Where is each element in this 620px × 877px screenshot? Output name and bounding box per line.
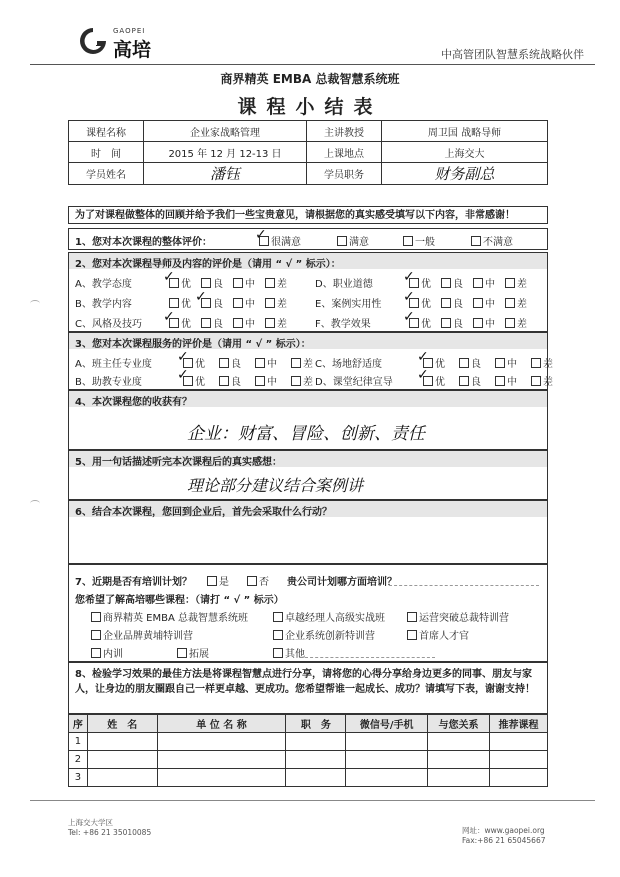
q2-item-label: F、教学效果 [315,319,371,330]
tagline: 中高管团队智慧系统战略伙伴 [441,48,584,61]
referral-cell[interactable] [346,733,428,751]
q2-item-label: B、教学内容 [75,299,132,310]
q8-text: 8、检验学习效果的最佳方法是将课程智慧点进行分享，请将您的心得分享给身边更多的同事、朋友与家人，让身边的朋友圈跟自己一样更卓越、更成功。您希望帮谁一起成长、成功？请填写下表，谢谢支持！ [75,669,535,695]
footer-tel: Tel: +86 21 35010085 [68,828,152,837]
checkbox[interactable] [265,298,275,308]
q3-rating-option[interactable] [287,355,313,370]
checkbox[interactable] [441,318,451,328]
q3-rating-option[interactable] [455,355,481,370]
q3-rating-option[interactable] [455,373,481,388]
referral-column-header: 与您关系 [428,715,490,733]
rating-label: 中 [267,377,277,388]
rating-label: 差 [517,319,527,330]
q3-rating-option[interactable] [491,373,517,388]
q3-item-label: C、场地舒适度 [315,359,382,370]
footer-rule [30,800,595,801]
referral-cell[interactable] [87,751,157,769]
q2-rating-option[interactable] [501,295,527,310]
course-label: 拓展 [189,649,209,660]
checkbox[interactable] [291,358,301,368]
checkbox[interactable] [169,298,179,308]
checkbox[interactable] [441,298,451,308]
referral-cell[interactable] [286,733,346,751]
q2-rating-option[interactable] [229,315,255,330]
check-mark-icon: ✓ [177,349,189,365]
header-rule [30,64,595,65]
course-label: 企业系统创新特训营 [285,631,375,642]
referral-cell[interactable] [346,751,428,769]
time-label: 时 间 [69,142,144,163]
q5-section [68,450,548,500]
page-title: 课程小结表 [237,96,383,118]
q3-section [68,332,553,390]
checkbox[interactable] [91,648,101,658]
rating-label: 差 [277,319,287,330]
footer-campus: 上海交大学区 [68,818,113,827]
course-label: 卓越经理人高级实战班 [285,613,385,624]
checkbox[interactable] [247,576,257,586]
q3-rating-option[interactable] [215,373,241,388]
footer-fax: Fax:+86 21 65045667 [462,836,546,845]
q2-rating-option[interactable] [437,275,463,290]
student-position-label: 学员职务 [307,163,382,185]
checkbox[interactable] [201,318,211,328]
checkbox[interactable] [291,376,301,386]
rating-label: 差 [277,279,287,290]
rating-label: 差 [303,359,313,370]
referral-column-header: 姓 名 [87,715,157,733]
checkbox[interactable] [473,278,483,288]
checkbox[interactable] [505,318,515,328]
checkbox[interactable] [273,612,283,622]
q7-plan-question: 贵公司计划哪方面培训？ [287,577,397,588]
referral-cell[interactable] [87,769,157,787]
rating-label: 优 [195,377,205,388]
rating-label: 良 [453,279,463,290]
checkbox[interactable] [207,576,217,586]
course-info-table [68,120,548,185]
q6-section [68,500,548,564]
rating-label: 优 [421,279,431,290]
q3-rating-option[interactable] [251,355,277,370]
logo-chinese: 高培 [113,39,152,61]
q2-rating-option[interactable] [229,275,255,290]
checkbox[interactable] [531,358,541,368]
q3-rating-option[interactable] [287,373,313,388]
footer-website[interactable]: 网址：www.gaopei.org [462,826,545,835]
referral-cell[interactable] [286,751,346,769]
rating-label: 差 [517,299,527,310]
scan-mark [30,300,40,307]
q3-item-label: B、助教专业度 [75,377,142,388]
time-value[interactable]: 2015 年 12 月 12-13 日 [144,142,307,163]
q5-answer[interactable]: 理论部分建议结合案例讲 [187,476,364,495]
course-option[interactable] [269,627,375,642]
q1-option-satisfied[interactable]: 满意 [333,233,369,248]
rating-label: 良 [471,377,481,388]
rating-label: 优 [421,299,431,310]
q6-label: 6、结合本次课程，您回到企业后，首先会采取什么行动？ [75,507,332,518]
checkbox[interactable] [255,376,265,386]
q2-item-label: C、风格及技巧 [75,319,142,330]
logo-mark-icon [76,26,110,56]
q2-label: 2、您对本次课程导师及内容的评价是（请用 “ √ ” 标示）： [75,259,341,270]
check-mark-icon: ✓ [163,269,175,285]
course-option[interactable] [87,609,248,624]
logo-latin: GAOPEI [113,27,146,35]
rating-label: 中 [507,359,517,370]
checkbox[interactable] [265,278,275,288]
rating-label: 中 [245,279,255,290]
check-mark-icon: ✓ [403,289,415,305]
q3-rating-option[interactable] [527,355,553,370]
course-option[interactable] [269,645,305,660]
checkbox[interactable] [201,278,211,288]
q1-option-average[interactable]: 一般 [399,233,435,248]
q3-rating-option[interactable] [527,373,553,388]
course-label: 商界精英 EMBA 总裁智慧系统班 [103,613,249,624]
check-mark-icon: ✓ [403,269,415,285]
checkbox[interactable] [471,236,481,246]
check-mark-icon: ✓ [403,309,415,325]
student-name-label: 学员姓名 [69,163,144,185]
rating-label: 良 [453,319,463,330]
q2-rating-option[interactable] [437,315,463,330]
rating-label: 差 [543,359,553,370]
checkbox[interactable] [177,648,187,658]
rating-label: 中 [485,319,495,330]
q2-rating-option[interactable] [229,295,255,310]
q3-rating-option[interactable] [491,355,517,370]
checkbox[interactable] [407,630,417,640]
row-number: 2 [69,751,88,769]
referral-cell[interactable] [489,769,547,787]
check-mark-icon: ✓ [163,309,175,325]
checkbox[interactable] [403,236,413,246]
rating-label: 中 [267,359,277,370]
checkbox[interactable] [441,278,451,288]
referral-header-row [69,715,548,733]
checkbox[interactable] [531,376,541,386]
q2-rating-option[interactable] [469,315,495,330]
rating-label: 中 [485,279,495,290]
referral-column-header: 职 务 [286,715,346,733]
q4-label: 4、本次课程您的收获有？ [75,397,192,408]
rating-label: 良 [453,299,463,310]
plan-answer-line[interactable] [389,585,539,586]
checkbox[interactable] [273,630,283,640]
rating-label: 优 [181,319,191,330]
rating-label: 差 [543,377,553,388]
subtitle: 商界精英 EMBA 总裁智慧系统班 [220,72,400,86]
q2-rating-option[interactable] [165,295,191,310]
course-option[interactable] [173,645,209,660]
table-row [69,769,548,787]
checkbox[interactable] [473,318,483,328]
professor-label: 主讲教授 [307,121,382,142]
gaopei-logo [76,26,196,66]
q8-section [68,662,548,714]
referral-column-header: 推荐课程 [489,715,547,733]
rating-label: 良 [231,377,241,388]
checkbox[interactable] [459,376,469,386]
course-option[interactable] [269,609,385,624]
q2-rating-option[interactable] [501,275,527,290]
checkbox[interactable] [495,358,505,368]
course-option[interactable] [403,609,509,624]
q3-item-label: D、课堂纪律宣导 [315,377,393,388]
q2-rating-option[interactable] [501,315,527,330]
referral-column-header: 微信号/手机 [346,715,428,733]
rating-label: 优 [181,279,191,290]
course-label: 其他 [285,649,305,660]
q1-section [68,228,548,250]
q1-label: 1、您对本次课程的整体评价： [75,237,212,248]
q3-rating-option[interactable] [251,373,277,388]
rating-label: 中 [485,299,495,310]
q2-section [68,252,548,332]
checkbox[interactable] [459,358,469,368]
q2-item-label: A、教学态度 [75,279,132,290]
referral-cell[interactable] [157,751,286,769]
student-position-value[interactable]: 财务副总 [382,163,548,185]
course-label: 运营突破总裁特训营 [419,613,509,624]
rating-label: 中 [245,319,255,330]
rating-label: 良 [471,359,481,370]
course-label: 首席人才官 [419,631,469,642]
referral-cell[interactable] [428,769,490,787]
course-option[interactable] [87,627,193,642]
q7-no[interactable]: 否 [243,573,269,588]
q3-item-label: A、班主任专业度 [75,359,152,370]
checkbox[interactable] [505,278,515,288]
q2-rating-option[interactable] [469,275,495,290]
q2-rating-option[interactable] [261,295,287,310]
rating-label: 良 [231,359,241,370]
professor-value[interactable]: 周卫国 战略导师 [382,121,548,142]
referral-cell[interactable] [87,733,157,751]
q7-yes[interactable]: 是 [203,573,229,588]
footer-left [68,818,151,838]
course-option[interactable] [87,645,123,660]
checkbox[interactable] [91,630,101,640]
rating-label: 优 [435,377,445,388]
checkbox[interactable] [407,612,417,622]
rating-label: 优 [195,359,205,370]
course-name-value[interactable]: 企业家战略管理 [144,121,307,142]
q2-item-label: D、职业道德 [315,279,373,290]
checkbox[interactable] [473,298,483,308]
checkbox[interactable] [219,376,229,386]
referral-cell[interactable] [157,769,286,787]
rating-label: 良 [213,299,223,310]
checkbox[interactable] [337,236,347,246]
q7-section [68,564,548,662]
referral-cell[interactable] [428,733,490,751]
check-mark-icon: ✓ [255,227,267,243]
checkbox[interactable] [505,298,515,308]
location-value[interactable]: 上海交大 [382,142,548,163]
referral-cell[interactable] [489,751,547,769]
referral-cell[interactable] [428,751,490,769]
q2-rating-option[interactable] [469,295,495,310]
course-label: 企业品牌黄埔特训营 [103,631,193,642]
location-label: 上课地点 [307,142,382,163]
q7-label: 7、近期是否有培训计划？ [75,577,192,588]
q2-item-label: E、案例实用性 [315,299,382,310]
rating-label: 差 [303,377,313,388]
rating-label: 差 [277,299,287,310]
table-row [69,751,548,769]
course-name-label: 课程名称 [69,121,144,142]
table-row [69,733,548,751]
q5-label: 5、用一句话描述听完本次课程后的真实感想： [75,457,282,468]
rating-label: 优 [421,319,431,330]
checkbox[interactable] [233,298,243,308]
q4-answer[interactable]: 企业：财富、冒险、创新、责任 [187,424,425,444]
rating-label: 良 [213,319,223,330]
course-label: 内训 [103,649,123,660]
rating-label: 中 [245,299,255,310]
rating-label: 中 [507,377,517,388]
checkbox[interactable] [495,376,505,386]
referral-table [68,714,548,787]
q2-rating-option[interactable] [197,275,223,290]
referral-cell[interactable] [286,769,346,787]
q2-rating-option[interactable] [261,315,287,330]
checkbox[interactable] [265,318,275,328]
intro-text: 为了对课程做整体的回顾并给予我们一些宝贵意见，请根据您的真实感受填写以下内容，非常感谢！ [68,206,548,224]
q3-label: 3、您对本次课程服务的评价是（请用 “ √ ” 标示）： [75,339,311,350]
scan-mark [30,500,40,507]
rating-label: 优 [435,359,445,370]
q2-rating-option[interactable] [261,275,287,290]
q1-option-unsatisfied[interactable]: 不满意 [467,233,513,248]
row-number: 1 [69,733,88,751]
checkbox[interactable] [255,358,265,368]
q4-section [68,390,548,450]
checkbox[interactable] [233,318,243,328]
q2-rating-option[interactable] [437,295,463,310]
course-option[interactable] [403,627,469,642]
check-mark-icon: ✓ [195,289,207,305]
q2-rating-option[interactable] [197,315,223,330]
check-mark-icon: ✓ [177,367,189,383]
check-mark-icon: ✓ [417,367,429,383]
check-mark-icon: ✓ [417,349,429,365]
referral-cell[interactable] [346,769,428,787]
rating-label: 优 [181,299,191,310]
footer-right [462,826,546,846]
checkbox[interactable] [91,612,101,622]
referral-cell[interactable] [157,733,286,751]
referral-column-header: 序 [69,715,88,733]
checkbox[interactable] [219,358,229,368]
checkbox[interactable] [233,278,243,288]
checkbox[interactable] [273,648,283,658]
q7-courses-question: 您希望了解高培哪些课程：（请打 “ √ ” 标示） [75,595,284,606]
other-answer-line[interactable] [305,657,435,658]
row-number: 3 [69,769,88,787]
q3-rating-option[interactable] [215,355,241,370]
referral-column-header: 单 位 名 称 [157,715,286,733]
rating-label: 差 [517,279,527,290]
student-name-value[interactable]: 潘钰 [144,163,307,185]
q1-option-very-satisfied[interactable]: 很满意 [255,233,301,248]
referral-cell[interactable] [489,733,547,751]
rating-label: 良 [213,279,223,290]
